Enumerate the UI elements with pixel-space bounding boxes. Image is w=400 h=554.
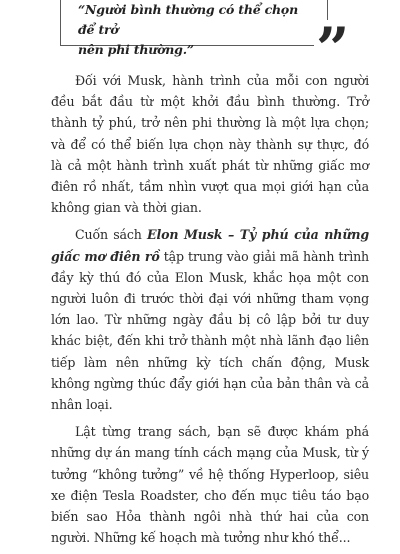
paragraph-2-intro: Cuốn sách xyxy=(75,227,148,243)
body-text xyxy=(51,70,369,554)
paragraph-1: Đối với Musk, hành trình của mỗi con người đều bắt đầu từ một khởi đầu bình thường. Trở thành tỷ phú, trở nên phi thường là một lựa chọn; và để có thể biến lựa chọn này thành sự thực, đó là cả một hành trình xuất phát từ những giấc mơ điên rồ nhất, tầm nhìn vượt qua mọi giới hạn của không gian và thời gian. xyxy=(51,73,369,216)
pull-quote-line-1: “Người bình thường có thể chọn để trở xyxy=(78,2,298,37)
paragraph-2-body: tập trung vào giải mã hành trình đầy kỳ thú đó của Elon Musk, khắc họa một con người luôn đi trước thời đại với những tham vọng lớn lao. Từ những ngày đầu bị cô lập bởi tư duy khác biệt, đến khi trở thành một nhà lãnh đạo liên tiếp làm nên những kỳ tích chấn động, Musk không ngừng thúc đẩy giới hạn của bản thân và cả nhân loại. xyxy=(51,248,369,413)
pull-quote xyxy=(78,0,298,60)
closing-quote-mark-icon: ” xyxy=(316,15,350,83)
book-title: Elon Musk – Tỷ phú của những giấc mơ điên rồ xyxy=(51,227,369,264)
paragraph-3: Lật từng trang sách, bạn sẽ được khám phá những dự án mang tính cách mạng của Musk, từ ý tưởng “không tưởng” về hệ thống Hyperloop, siêu xe điện Tesla Roadster, cho đến mục tiêu táo bạo biến sao Hỏa thành ngôi nhà thứ hai của con người. Những kế hoạch mà tưởng như khó thể... xyxy=(51,424,369,546)
pull-quote-line-2: nên phi thường.” xyxy=(78,42,194,57)
paragraph-2 xyxy=(51,224,369,415)
